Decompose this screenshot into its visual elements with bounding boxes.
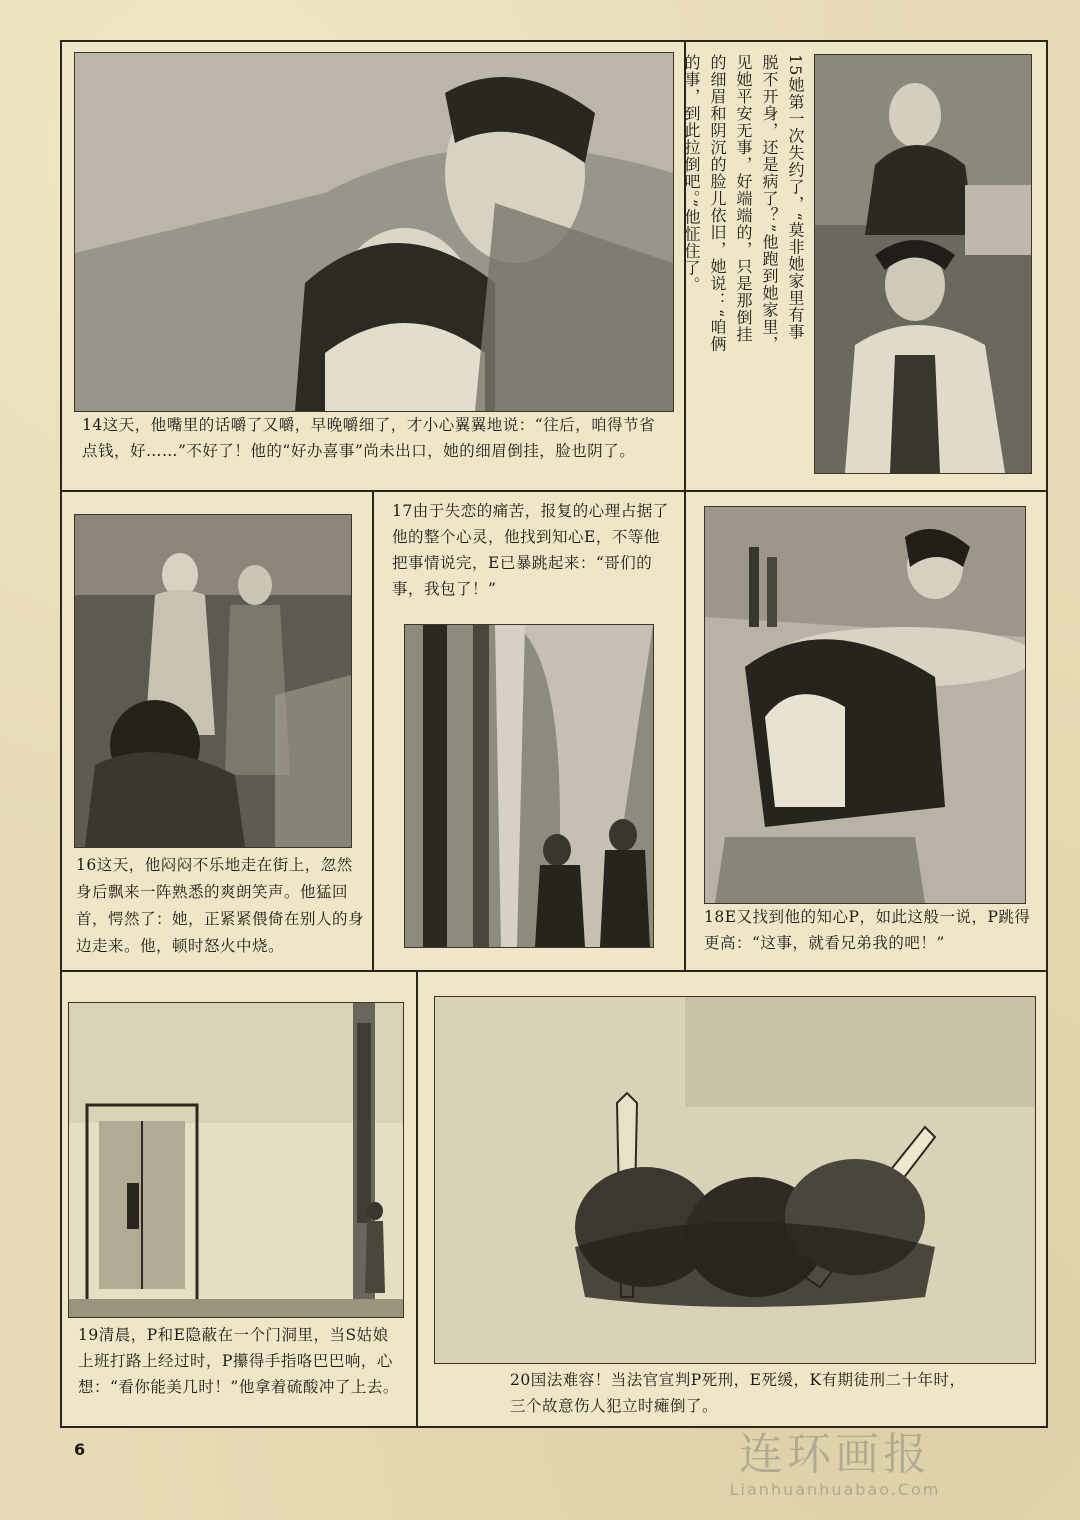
illustration-doorway-ambush <box>68 1002 404 1318</box>
watermark-url: Lianhuanhuabao.Com <box>729 1480 941 1499</box>
illustration-couple-embrace <box>74 52 674 412</box>
panel-15 <box>684 40 1048 494</box>
panel-16 <box>60 490 376 974</box>
illustration-street-crowd <box>74 514 352 848</box>
panel-14 <box>60 40 688 494</box>
caption-19: 19清晨，P和E隐蔽在一个门洞里，当S姑娘上班打路上经过时，P攥得手指咯巴巴响，心想：“看你能美几时！”他拿着硫酸冲了上去。 <box>78 1326 399 1396</box>
caption-18: 18E又找到他的知心P，如此这般一说，P跳得更高：“这事，就看兄弟我的吧！” <box>704 908 1031 952</box>
caption-15: 15她第一次失约了，“莫非她家里有事脱不开身，还是病了？”他跑到她家里，见她平安无事，好端端的，只是那倒挂的细眉和阴沉的脸儿依旧，她说：“咱俩的事，到此拉倒吧。”他怔住了。 <box>682 54 805 353</box>
caption-20: 20国法难容！当法官宣判P死刑，E死缓，K有期徒刑二十年时，三个故意伤人犯立时瘫倒了。 <box>510 1371 966 1415</box>
watermark-main: 连环画报 <box>739 1429 931 1480</box>
illustration-curtained-doorway <box>404 624 654 948</box>
illustration-criminals-collapse-under-sword <box>434 996 1036 1364</box>
illustration-man-and-woman-at-home <box>814 54 1032 474</box>
caption-16: 16这天，他闷闷不乐地走在街上，忽然身后飘来一阵熟悉的爽朗笑声。他猛回首，愕然了：她，正紧紧偎倚在别人的身边走来。他，顿时怒火中烧。 <box>76 856 365 955</box>
panel-18 <box>684 490 1048 974</box>
watermark-logo <box>720 1430 950 1499</box>
panel-20 <box>416 970 1048 1428</box>
panel-19 <box>60 970 420 1428</box>
caption-17: 17由于失恋的痛苦，报复的心理占据了他的整个心灵，他找到知心E，不等他把事情说完，E已暴跳起来：“哥们的事，我包了！” <box>392 502 669 598</box>
caption-14: 14这天，他嘴里的话嚼了又嚼，早晚嚼细了，才小心翼翼地说：“往后，咱得节省点钱，好……”不好了！他的“好办喜事”尚未出口，她的细眉倒挂，脸也阴了。 <box>82 416 656 460</box>
illustration-men-at-table <box>704 506 1026 904</box>
page-number: 6 <box>74 1440 86 1459</box>
panel-17 <box>372 490 688 974</box>
